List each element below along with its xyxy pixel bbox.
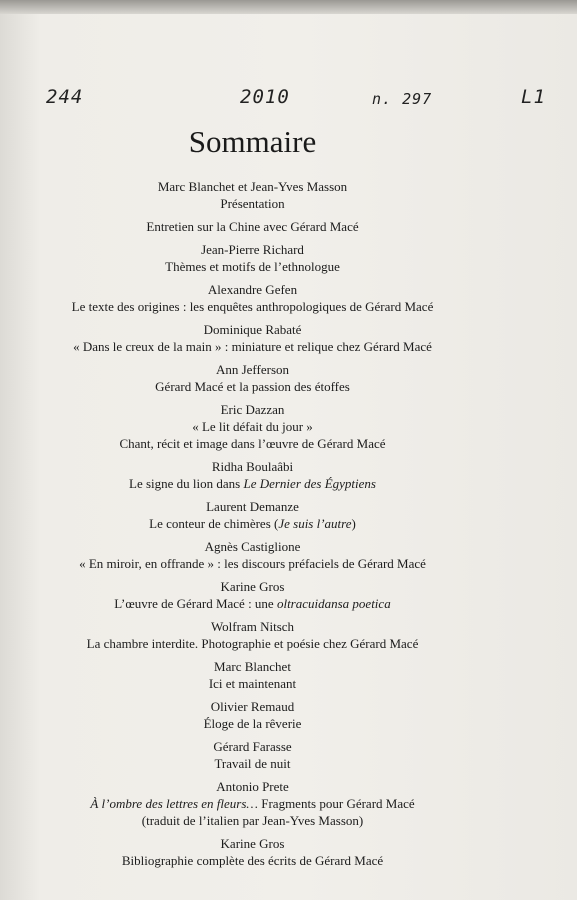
toc-entry [0,618,505,652]
entry-title-text: Le signe du lion dans [129,476,244,491]
toc-entry [0,778,505,829]
entry-title: Travail de nuit [214,756,291,771]
entry-author: Eric Dazzan [220,402,285,417]
entry-title-text: L’œuvre de Gérard Macé : une [114,596,277,611]
entry-author: Antonio Prete [216,779,289,794]
entry-author: Karine Gros [220,836,285,851]
toc-entry [0,178,505,212]
entry-title: Ici et maintenant [208,676,297,691]
entry-title: Entretien sur la Chine avec Gérard Macé [146,219,359,234]
entry-author: Wolfram Nitsch [210,619,295,634]
handwritten-mark: L1 [521,86,546,108]
entry-title-text: ) [351,516,356,531]
entry-title-text: Fragments pour Gérard Macé [257,796,415,811]
entry-author: Jean-Pierre Richard [201,242,304,257]
toc-entry [0,498,505,532]
toc-entry [0,835,505,869]
toc-entry [0,361,505,395]
entry-title: Présentation [220,196,285,211]
toc-entry [0,538,505,572]
entry-title: « En miroir, en offrande » : les discours préfaciels de Gérard Macé [79,556,426,571]
toc-entry [0,401,505,452]
entry-subtitle: (traduit de l’italien par Jean-Yves Masson) [141,813,364,828]
page-title: Sommaire [188,124,317,159]
entry-author: Marc Blanchet [214,659,291,674]
entry-title: Bibliographie complète des écrits de Gérard Macé [121,853,384,868]
entry-author: Agnès Castiglione [204,539,301,554]
entry-title [0,475,505,492]
entry-title [0,515,505,532]
toc-entry [0,281,505,315]
toc-entry [0,698,505,732]
entry-title [0,795,505,812]
handwritten-issue: n. 297 [372,90,433,108]
entry-author: Ann Jefferson [215,362,290,377]
entry-subtitle: Chant, récit et image dans l’œuvre de Gérard Macé [119,436,386,451]
entry-author: Olivier Remaud [210,699,295,714]
toc-entry [0,218,505,235]
entry-author: Marc Blanchet et Jean-Yves Masson [157,179,348,194]
entry-title-italic: oltracuidansa poetica [276,596,391,611]
entry-title-italic: Je suis l’autre [278,516,352,531]
entry-title [0,595,505,612]
entry-author: Alexandre Gefen [207,282,298,297]
entry-author: Ridha Boulaâbi [211,459,294,474]
entry-title: Éloge de la rêverie [203,716,302,731]
scan-top-shadow [0,0,577,14]
toc-entry [0,458,505,492]
entry-title: La chambre interdite. Photographie et poésie chez Gérard Macé [86,636,419,651]
toc-entry [0,578,505,612]
toc-entry [0,321,505,355]
toc-entry [0,658,505,692]
entry-title-italic: À l’ombre des lettres en fleurs… [90,796,258,811]
entry-author: Karine Gros [220,579,285,594]
entry-author: Laurent Demanze [206,499,299,514]
entry-title-italic: Le Dernier des Égyptiens [243,476,376,491]
entry-title: Thèmes et motifs de l’ethnologue [165,259,340,274]
handwritten-number: 244 [46,86,84,108]
handwritten-year: 2010 [240,86,290,108]
entry-author: Dominique Rabaté [203,322,302,337]
toc-entry [0,241,505,275]
entry-author: Gérard Farasse [213,739,292,754]
table-of-contents [0,178,505,875]
entry-title-text: Le conteur de chimères ( [149,516,279,531]
entry-title: « Le lit défait du jour » [192,419,313,434]
entry-title: Le texte des origines : les enquêtes anthropologiques de Gérard Macé [71,299,434,314]
entry-title: Gérard Macé et la passion des étoffes [155,379,350,394]
entry-title: « Dans le creux de la main » : miniature et relique chez Gérard Macé [73,339,432,354]
toc-entry [0,738,505,772]
